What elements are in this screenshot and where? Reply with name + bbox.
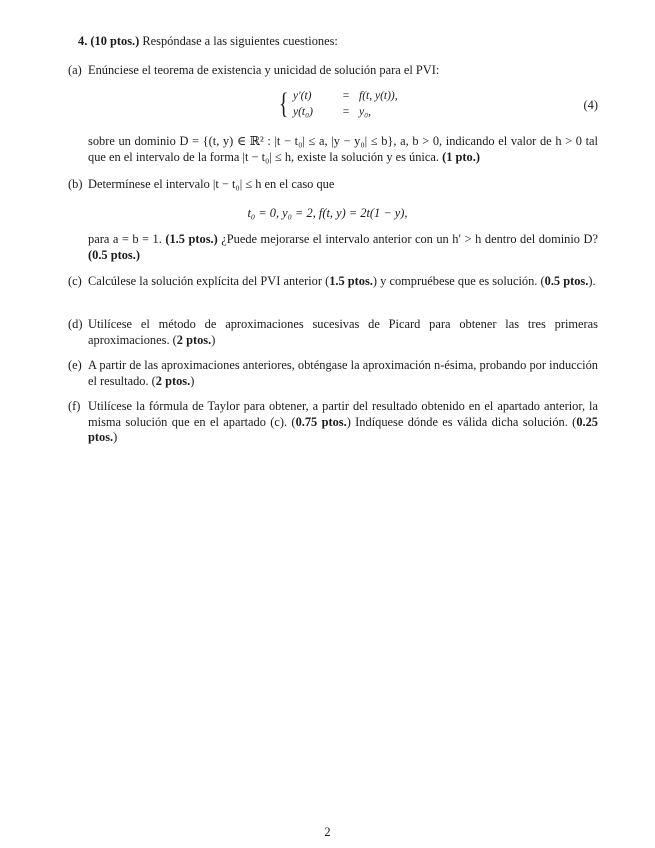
- item-e-text: [88, 358, 598, 389]
- left-brace: {: [279, 87, 289, 120]
- item-d-points: 2 ptos.: [176, 332, 212, 347]
- pvi-row-1-rhs: f(t, y(t)),: [359, 90, 398, 102]
- pvi-row-1: [293, 89, 398, 105]
- pvi-row-2-eq: =: [342, 106, 350, 118]
- pvi-row-1-eq: =: [342, 90, 350, 102]
- item-a-label: (a): [68, 63, 82, 77]
- item-c-text: [88, 274, 598, 290]
- item-e-post: ): [190, 373, 195, 388]
- item-f-points-2: 0.25 ptos.: [88, 414, 598, 444]
- item-b-cont-mid: ¿Puede mejorarse el intervalo anterior con un h′ > h dentro del dominio D?: [221, 232, 598, 246]
- item-b-display-equation: t₀ = 0, y₀ = 2, f(t, y) = 2t(1 − y),: [247, 206, 408, 220]
- pvi-row-2-lhs: y(t₀): [293, 106, 313, 118]
- item-e: [68, 358, 598, 389]
- equation-number: (4): [583, 98, 598, 112]
- page-number: 2: [324, 825, 331, 839]
- item-c-points-1: 1.5 ptos.: [329, 274, 373, 288]
- item-f-mid: ) Indíquese dónde es válida dicha solución. (: [346, 414, 577, 429]
- item-c-points-2: 0.5 ptos.: [544, 274, 589, 288]
- item-f-pre: Utilícese la fórmula de Taylor para obtener, a partir del resultado obtenido en el apartado anterior, la misma solución que en el apartado (c). (: [88, 399, 598, 429]
- item-d-post: ): [211, 332, 216, 347]
- item-b-points-2: (0.5 ptos.): [88, 247, 140, 262]
- item-e-pre: A partir de las aproximaciones anteriores, obténgase la aproximación n-ésima, probando por inducción el resultado. (: [88, 358, 598, 388]
- item-a-interval-line: h > 0 tal que en el intervalo de la forma |t − t₀| ≤ h, existe la solución y es única.: [88, 134, 599, 164]
- item-d-text: [88, 317, 598, 348]
- problem-heading: [78, 34, 598, 50]
- item-b-text: Determínese el intervalo |t − t₀| ≤ h en el caso que: [88, 177, 335, 191]
- item-a-domain-line: sobre un dominio D = {(t, y) ∈ ℝ² : |t − t₀| ≤ a, |y − y₀| ≤ b}, a, b > 0, indicando el valor de: [88, 134, 552, 148]
- item-b-points-1: (1.5 ptos.): [165, 232, 218, 246]
- item-e-points: 2 ptos.: [155, 373, 191, 388]
- item-d-label: (d): [68, 317, 83, 331]
- item-a: [68, 63, 598, 79]
- item-a-points: (1 pto.): [442, 149, 480, 164]
- item-b-cont-pre: para a = b = 1.: [88, 232, 162, 246]
- item-f: [68, 399, 598, 446]
- problem-points: (10 ptos.): [90, 34, 140, 48]
- item-d-pre: Utilícese el método de aproximaciones sucesivas de Picard para obtener las tres primeras aproximaciones. (: [88, 317, 598, 347]
- item-a-text: Enúnciese el teorema de existencia y unicidad de solución para el PVI:: [88, 63, 440, 77]
- item-c-mid: ) y compruébese que es solución. (: [372, 274, 545, 288]
- item-c-label: (c): [68, 274, 82, 288]
- problem-number: 4.: [78, 34, 88, 48]
- item-f-points-1: 0.75 ptos.: [295, 414, 347, 429]
- problem-statement: Respóndase a las siguientes cuestiones:: [142, 34, 338, 48]
- item-c-pre: Calcúlese la solución explícita del PVI anterior (: [88, 274, 330, 288]
- item-c: [68, 274, 598, 290]
- item-b-label: (b): [68, 177, 83, 191]
- pvi-row-1-lhs: y′(t): [293, 90, 312, 102]
- item-c-post: ).: [588, 274, 596, 288]
- item-a-continuation: [88, 134, 598, 165]
- item-b-continuation: [88, 232, 598, 263]
- item-e-label: (e): [68, 358, 82, 372]
- item-f-post: ): [113, 430, 118, 444]
- pvi-system: [279, 86, 609, 122]
- pvi-row-2: [293, 105, 371, 121]
- item-f-label: (f): [68, 399, 81, 413]
- item-d: [68, 317, 598, 348]
- item-f-text: [88, 399, 598, 446]
- item-b: [68, 177, 598, 193]
- pvi-row-2-rhs: y₀,: [359, 106, 371, 118]
